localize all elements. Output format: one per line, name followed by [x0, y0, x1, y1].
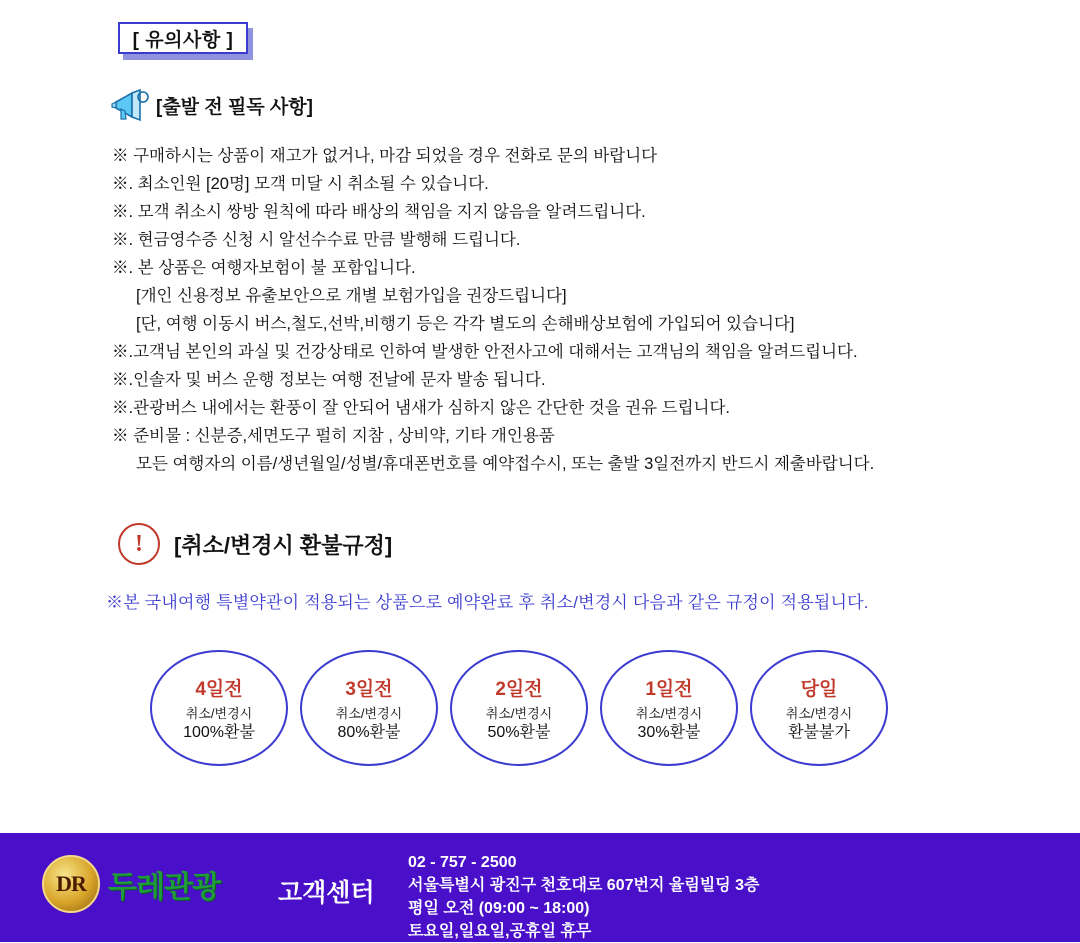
refund-circle-value: 50%환불 — [487, 723, 551, 741]
refund-circle — [750, 650, 888, 766]
exclamation-circle-icon: ! — [118, 523, 160, 565]
megaphone-icon — [110, 88, 154, 122]
refund-circle — [150, 650, 288, 766]
notice-item: ※.고객님 본인의 과실 및 건강상태로 인하여 발생한 안전사고에 대해서는 고객님의 책임을 알려드립니다. — [112, 343, 858, 361]
refund-section-title: [취소/변경시 환불규정] — [174, 532, 393, 558]
notice-item: 모든 여행자의 이름/생년월일/성별/휴대폰번호를 예약접수시, 또는 출발 3일전까지 반드시 제출바랍니다. — [136, 455, 875, 473]
refund-section-header — [118, 523, 392, 565]
business-hours: 평일 오전 (09:00 ~ 18:00) — [408, 900, 590, 917]
notice-item: ※.관광버스 내에서는 환풍이 잘 안되어 냄새가 심하지 않은 간단한 것을 권유 드립니다. — [112, 399, 731, 417]
refund-circle-value: 100%환불 — [183, 723, 255, 741]
refund-circle-sub: 취소/변경시 — [635, 705, 703, 721]
refund-circle-sub: 취소/변경시 — [335, 705, 403, 721]
notice-item: ※.인솔자 및 버스 운행 정보는 여행 전날에 문자 발송 됩니다. — [112, 371, 546, 389]
notice-item: ※. 현금영수증 신청 시 알선수수료 만큼 발행해 드립니다. — [112, 231, 521, 249]
refund-circle-value: 80%환불 — [337, 723, 401, 741]
notice-item: [단, 여행 이동시 버스,철도,선박,비행기 등은 각각 별도의 손해배상보험에 가입되어 있습니다] — [136, 315, 795, 333]
refund-circle-day: 2일전 — [495, 678, 543, 700]
phone-number: 02 - 757 - 2500 — [408, 854, 517, 871]
page-title-badge — [118, 22, 248, 54]
notice-list — [112, 142, 1012, 478]
logo-emblem-icon: DR — [42, 855, 100, 913]
notice-section-header — [110, 88, 313, 122]
refund-policy-circles — [150, 650, 888, 766]
refund-circle-day: 당일 — [800, 678, 838, 700]
holiday-notice: 토요일,일요일,공휴일 휴무 — [408, 923, 592, 940]
address: 서울특별시 광진구 천호대로 607번지 율림빌딩 3층 — [408, 877, 760, 894]
refund-circle-value: 30%환불 — [637, 723, 701, 741]
customer-center-label: 고객센터 — [278, 879, 375, 907]
refund-circle-sub: 취소/변경시 — [185, 705, 253, 721]
refund-circle-day: 1일전 — [645, 678, 693, 700]
company-logo — [42, 855, 220, 913]
refund-circle-sub: 취소/변경시 — [485, 705, 553, 721]
page-title: [ 유의사항 ] — [118, 22, 248, 54]
notice-item: ※. 본 상품은 여행자보험이 불 포함입니다. — [112, 259, 416, 277]
footer-bar — [0, 833, 1080, 942]
refund-circle-day: 4일전 — [195, 678, 243, 700]
notice-item: ※. 모객 취소시 쌍방 원칙에 따라 배상의 책임을 지지 않음을 알려드립니다. — [112, 203, 646, 221]
refund-circle — [450, 650, 588, 766]
notice-item: ※ 준비물 : 신분증,세면도구 펄히 지참 , 상비약, 기타 개인용품 — [112, 427, 555, 445]
refund-note: ※본 국내여행 특별약관이 적용되는 상품으로 예약완료 후 취소/변경시 다음과 같은 규정이 적용됩니다. — [106, 593, 869, 612]
company-name: 두레관광 — [108, 871, 220, 904]
notice-item: [개인 신용정보 유출보안으로 개별 보험가입을 권장드립니다] — [136, 287, 567, 305]
customer-center-info — [408, 851, 760, 943]
refund-circle — [600, 650, 738, 766]
notice-item: ※. 최소인원 [20명] 모객 미달 시 취소될 수 있습니다. — [112, 175, 489, 193]
refund-circle — [300, 650, 438, 766]
notice-item: ※ 구매하시는 상품이 재고가 없거나, 마감 되었을 경우 전화로 문의 바랍니다 — [112, 147, 658, 165]
refund-circle-day: 3일전 — [345, 678, 393, 700]
refund-circle-sub: 취소/변경시 — [785, 705, 853, 721]
refund-circle-value: 환불불가 — [788, 723, 850, 741]
notice-section-title: [출발 전 필독 사항] — [156, 96, 313, 118]
